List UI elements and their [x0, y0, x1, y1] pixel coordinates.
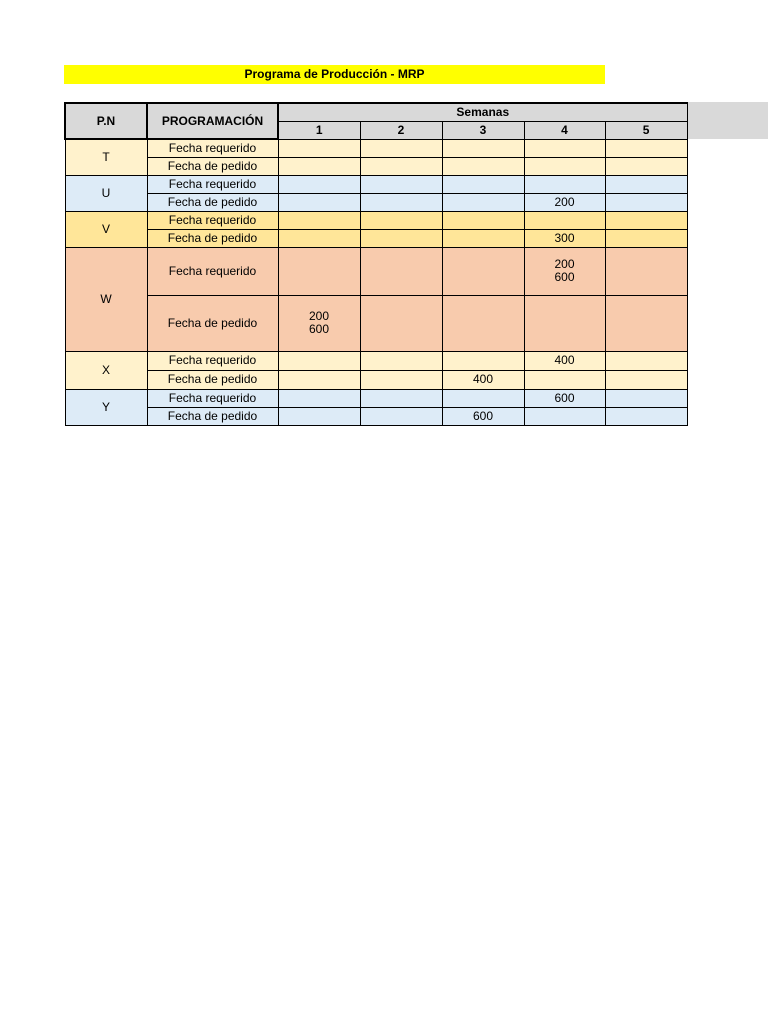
week-value-cell: 600	[524, 389, 605, 407]
programacion-label-cell: Fecha requerido	[147, 211, 278, 229]
programacion-label-cell: Fecha de pedido	[147, 370, 278, 389]
week-value-cell	[524, 139, 605, 157]
week-value-cell	[442, 139, 524, 157]
week-header-5: 5	[605, 121, 687, 139]
table-row	[65, 211, 687, 229]
table-row	[65, 351, 687, 370]
week-value-cell	[442, 247, 524, 295]
week-value-cell: 200 600	[278, 295, 360, 351]
table-row	[65, 229, 687, 247]
week-value-cell	[524, 295, 605, 351]
week-value-cell: 300	[524, 229, 605, 247]
programacion-label-cell: Fecha requerido	[147, 139, 278, 157]
week-value-cell	[605, 193, 687, 211]
semanas-header: Semanas	[278, 103, 687, 121]
week-value-cell	[605, 175, 687, 193]
week-value-cell	[442, 389, 524, 407]
table-row	[65, 295, 687, 351]
week-value-cell	[524, 407, 605, 425]
table-row	[65, 157, 687, 175]
programacion-label-cell: Fecha de pedido	[147, 295, 278, 351]
table-row	[65, 389, 687, 407]
part-number-cell: U	[65, 175, 147, 211]
programacion-label-cell: Fecha de pedido	[147, 193, 278, 211]
week-value-cell	[605, 247, 687, 295]
week-value-cell	[442, 193, 524, 211]
part-number-cell: T	[65, 139, 147, 175]
week-header-3: 3	[442, 121, 524, 139]
week-value-cell	[360, 175, 442, 193]
week-value-cell	[442, 351, 524, 370]
pn-header: P.N	[65, 103, 147, 139]
programacion-label-cell: Fecha de pedido	[147, 229, 278, 247]
week-header-2: 2	[360, 121, 442, 139]
week-value-cell	[278, 370, 360, 389]
week-value-cell	[278, 247, 360, 295]
table-row	[65, 139, 687, 157]
header-fill-overflow	[686, 102, 768, 139]
programacion-label-cell: Fecha de pedido	[147, 407, 278, 425]
sheet-title: Programa de Producción - MRP	[64, 65, 605, 84]
week-value-cell	[605, 389, 687, 407]
programacion-label-cell: Fecha requerido	[147, 351, 278, 370]
programacion-label-cell: Fecha de pedido	[147, 157, 278, 175]
week-value-cell	[605, 139, 687, 157]
week-value-cell	[360, 295, 442, 351]
table-row	[65, 247, 687, 295]
table-row	[65, 175, 687, 193]
part-number-cell: V	[65, 211, 147, 247]
week-value-cell: 600	[442, 407, 524, 425]
week-value-cell	[278, 351, 360, 370]
programacion-label-cell: Fecha requerido	[147, 175, 278, 193]
week-value-cell	[360, 229, 442, 247]
part-number-cell: W	[65, 247, 147, 351]
table-row	[65, 193, 687, 211]
week-value-cell	[605, 407, 687, 425]
week-value-cell	[360, 247, 442, 295]
table-row	[65, 370, 687, 389]
week-value-cell	[278, 139, 360, 157]
week-header-4: 4	[524, 121, 605, 139]
week-value-cell: 400	[442, 370, 524, 389]
week-value-cell	[442, 229, 524, 247]
week-value-cell	[442, 175, 524, 193]
week-value-cell	[605, 370, 687, 389]
week-value-cell	[442, 157, 524, 175]
week-value-cell	[360, 351, 442, 370]
week-value-cell	[524, 157, 605, 175]
week-value-cell	[278, 211, 360, 229]
week-value-cell: 200 600	[524, 247, 605, 295]
week-value-cell	[360, 407, 442, 425]
programacion-label-cell: Fecha requerido	[147, 389, 278, 407]
week-value-cell	[360, 193, 442, 211]
week-value-cell	[278, 157, 360, 175]
week-value-cell	[278, 407, 360, 425]
week-value-cell	[360, 139, 442, 157]
week-value-cell	[442, 295, 524, 351]
week-value-cell	[278, 193, 360, 211]
week-value-cell	[442, 211, 524, 229]
week-value-cell	[360, 370, 442, 389]
week-value-cell	[605, 229, 687, 247]
table-row	[65, 407, 687, 425]
week-value-cell	[524, 370, 605, 389]
mrp-schedule-table	[64, 102, 688, 426]
programacion-header: PROGRAMACIÓN	[147, 103, 278, 139]
week-value-cell	[278, 175, 360, 193]
programacion-label-cell: Fecha requerido	[147, 247, 278, 295]
week-value-cell	[605, 295, 687, 351]
week-value-cell	[360, 157, 442, 175]
week-value-cell	[360, 211, 442, 229]
week-value-cell	[360, 389, 442, 407]
week-value-cell	[524, 211, 605, 229]
mrp-body	[65, 139, 687, 425]
part-number-cell: Y	[65, 389, 147, 425]
week-value-cell	[605, 211, 687, 229]
week-value-cell	[605, 157, 687, 175]
week-value-cell	[605, 351, 687, 370]
week-value-cell	[278, 389, 360, 407]
week-value-cell	[524, 175, 605, 193]
week-value-cell: 200	[524, 193, 605, 211]
week-value-cell	[278, 229, 360, 247]
part-number-cell: X	[65, 351, 147, 389]
week-header-1: 1	[278, 121, 360, 139]
week-value-cell: 400	[524, 351, 605, 370]
